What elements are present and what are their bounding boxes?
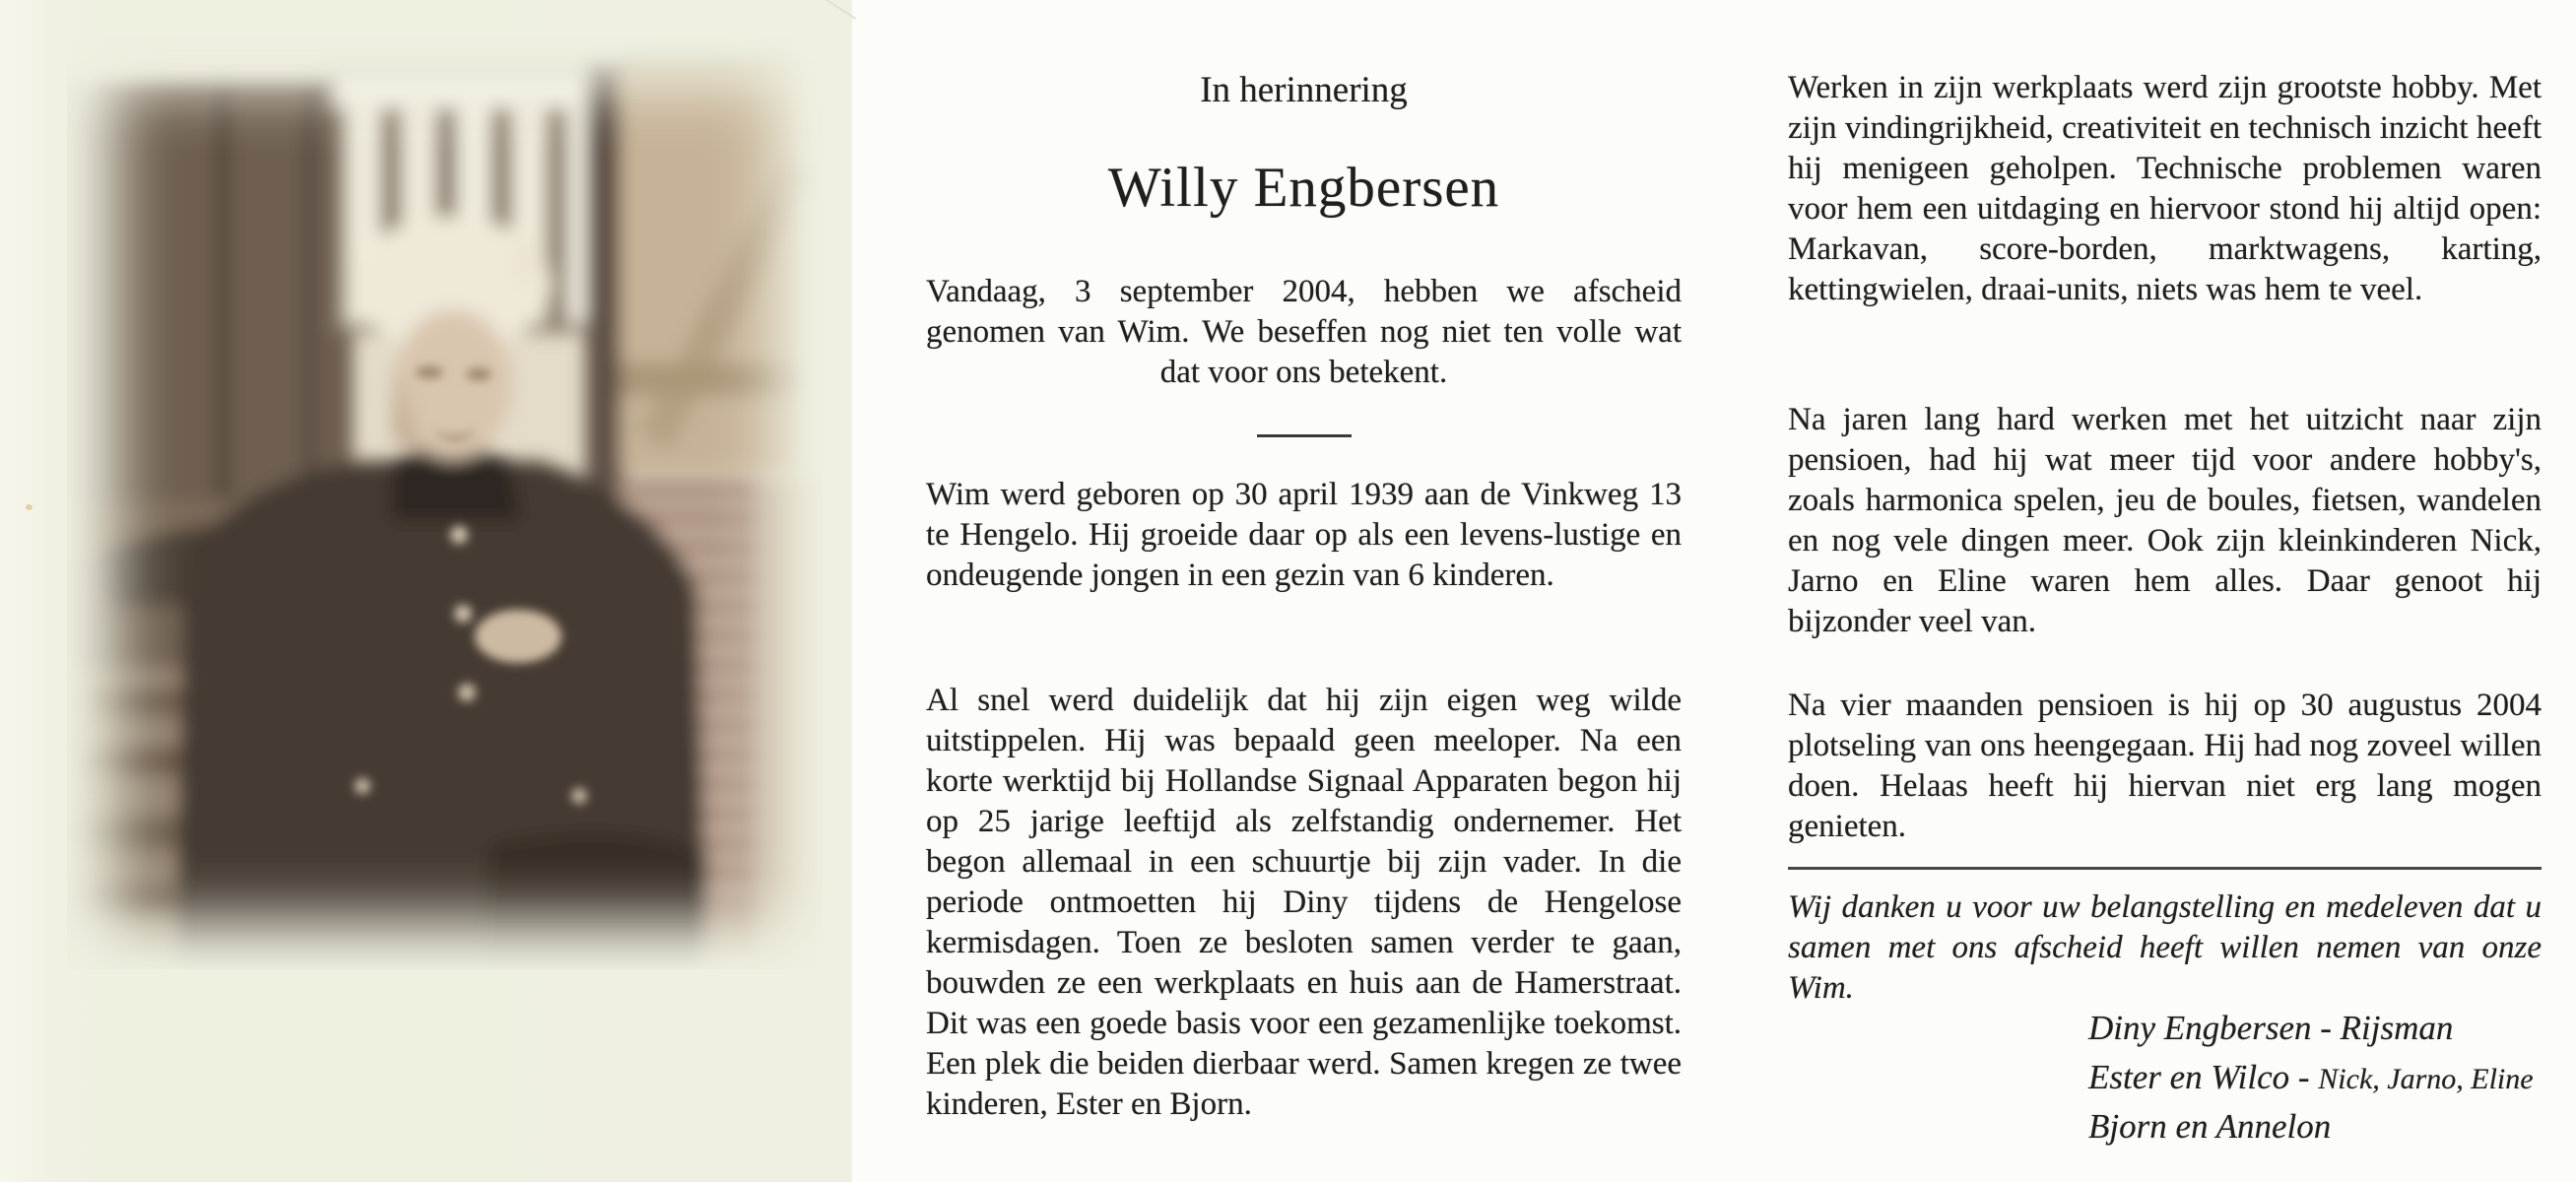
signature-grandchildren: Nick, Jarno, Eline [2318,1063,2534,1095]
signature-name: Diny Engbersen - Rijsman [2088,1009,2454,1047]
memorial-header: In herinnering [1200,70,1408,110]
section-divider [1257,434,1352,437]
card-left-text-page [926,0,1682,1182]
signature-name: Bjorn en Annelon [2088,1107,2332,1146]
closing-divider [1788,867,2542,870]
signature-line [2088,1105,2534,1154]
acknowledgement-paragraph: Wij danken u voor uw belangstelling en medeleven dat u samen met ons afscheid heeft willen nemen van onze Wim. [1788,889,2542,1006]
card-right-text-page [1788,0,2542,1182]
biography-paragraph-4: Na jaren lang hard werken met het uitzicht naar zijn pensioen, had hij wat meer tijd voor andere hobby's, zoals harmonica spelen, jeu de boules, fietsen, wandelen en nog vele dingen meer. Ook zijn kleinkinderen Nick, Jarno en Eline waren hem alles. Daar genoot hij bijzonder veel van. [1788,402,2542,639]
biography-paragraph-3: Werken in zijn werkplaats werd zijn grootste hobby. Met zijn vindingrijkheid, creativiteit en technisch inzicht heeft hij menigeen geholpen. Technische problemen waren voor hem een uitdaging en hiervoor stond hij altijd open: Markavan, score-borden, marktwagens, karting, kettingwielen, draai-units, niets was hem te veel. [1788,70,2542,307]
portrait-photo [67,37,823,969]
card-front-panel [0,0,852,1182]
family-signatures [2088,1007,2534,1154]
biography-paragraph-5: Na vier maanden pensioen is hij op 30 augustus 2004 plotseling van ons heengegaan. Hij had nog zoveel willen doen. Helaas heeft hij hiervan niet erg lang mogen genieten. [1788,688,2542,844]
deceased-name: Willy Engbersen [1107,157,1500,219]
biography-paragraph-2: Al snel werd duidelijk dat hij zijn eigen weg wilde uitstippelen. Hij was bepaald geen meeloper. Na een korte werktijd bij Hollandse Signaal Apparaten begon hij op 25 jarige leeftijd als zelfstandig ondernemer. Het begon allemaal in een schuurtje bij zijn vader. In die periode ontmoetten hij Diny tijdens de Hengelose kermisdagen. Toen ze besloten samen verder te gaan, bouwden ze een werkplaats en huis aan de Hamerstraat. Dit was een goede basis voor een gezamenlijke toekomst. Een plek die beiden dierbaar werd. Samen kregen ze twee kinderen, Ester en Bjorn. [926,683,1682,1122]
scan-speck [26,504,33,510]
intro-paragraph: Vandaag, 3 september 2004, hebben we afscheid genomen van Wim. We beseffen nog niet ten volle wat dat voor ons betekent. [926,274,1682,390]
photo-soft-edge [67,37,823,969]
signature-line [2088,1007,2534,1056]
signature-line [2088,1056,2534,1105]
signature-name: Ester en Wilco - [2088,1058,2319,1096]
biography-paragraph-1: Wim werd geboren op 30 april 1939 aan de Vinkweg 13 te Hengelo. Hij groeide daar op als een levens-lustige en ondeugende jongen in een gezin van 6 kinderen. [926,477,1682,593]
card-corner-fold [819,0,856,20]
